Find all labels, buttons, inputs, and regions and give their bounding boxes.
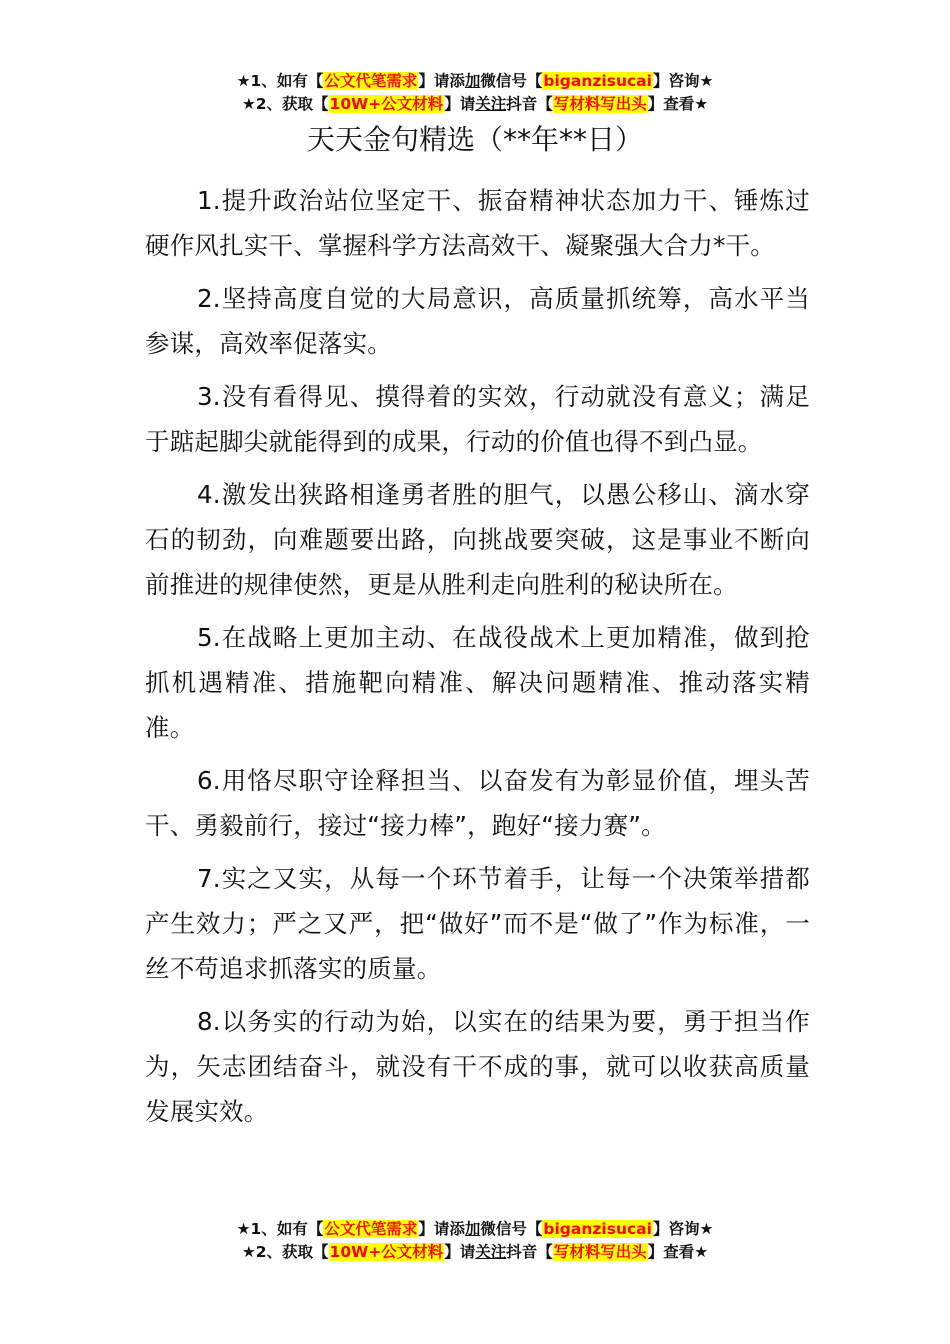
- quote-paragraph-1: 1.提升政治站位坚定干、振奋精神状态加力干、锤炼过硬作风扎实干、掌握科学方法高效干、凝聚强大合力*干。: [145, 186, 810, 260]
- quote-paragraph-2: 2.坚持高度自觉的大局意识，高质量抓统筹，高水平当参谋，高效率促落实。: [145, 284, 810, 358]
- header-banner: [0, 70, 950, 116]
- highlight-service: 公文代笔需求: [324, 72, 418, 90]
- page-title: 天天金句精选（**年**日）: [306, 123, 643, 156]
- footer-banner: [0, 1218, 950, 1264]
- quote-paragraph-3: 3.没有看得见、摸得着的实效，行动就没有意义；满足于踮起脚尖就能得到的成果，行动的价值也得不到凸显。: [145, 382, 810, 456]
- quote-paragraph-7: 7.实之又实，从每一个环节着手，让每一个决策举措都产生效力；严之又严，把“做好”而不是“做了”作为标准，一丝不苟追求抓落实的质量。: [145, 864, 810, 983]
- quote-list: [145, 178, 810, 1142]
- footer-banner-line-2: ★2、获取【10W+公文材料】请关注抖音【写材料写出头】查看★: [241, 1243, 709, 1261]
- highlight-douyin-account: 写材料写出头: [553, 95, 647, 113]
- footer-highlight-materials: 10W+公文材料: [329, 1243, 444, 1261]
- highlight-wechat-id: biganzisucai: [543, 72, 652, 90]
- highlight-materials: 10W+公文材料: [329, 95, 444, 113]
- footer-highlight-service: 公文代笔需求: [324, 1220, 418, 1238]
- quote-paragraph-8: 8.以务实的行动为始，以实在的结果为要，勇于担当作为，矢志团结奋斗，就没有干不成的事，就可以收获高质量发展实效。: [145, 1007, 810, 1126]
- banner-line-2: ★2、获取【10W+公文材料】请关注抖音【写材料写出头】查看★: [241, 95, 709, 113]
- quote-paragraph-5: 5.在战略上更加主动、在战役战术上更加精准，做到抢抓机遇精准、措施靶向精准、解决问题精准、推动落实精准。: [145, 623, 810, 742]
- footer-highlight-douyin-account: 写材料写出头: [553, 1243, 647, 1261]
- footer-highlight-wechat-id: biganzisucai: [543, 1220, 652, 1238]
- quote-paragraph-4: 4.激发出狭路相逢勇者胜的胆气，以愚公移山、滴水穿石的韧劲，向难题要出路，向挑战要突破，这是事业不断向前推进的规律使然，更是从胜利走向胜利的秘诀所在。: [145, 480, 810, 599]
- banner-line-1: ★1、如有【公文代笔需求】请添加微信号【biganzisucai】咨询★: [236, 72, 714, 90]
- footer-banner-line-1: ★1、如有【公文代笔需求】请添加微信号【biganzisucai】咨询★: [236, 1220, 714, 1238]
- quote-paragraph-6: 6.用恪尽职守诠释担当、以奋发有为彰显价值，埋头苦干、勇毅前行，接过“接力棒”，跑好“接力赛”。: [145, 766, 810, 840]
